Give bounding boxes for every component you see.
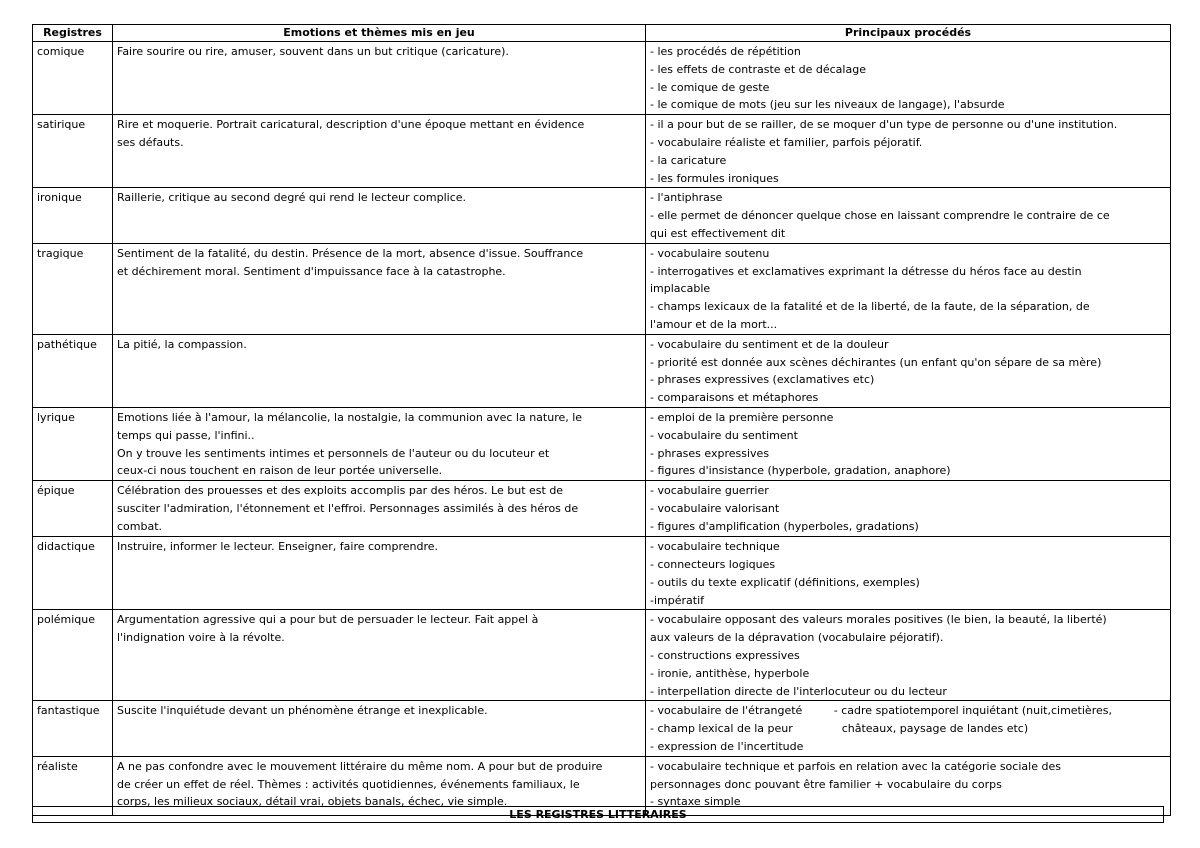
procede-line: - vocabulaire technique et parfois en relation avec la catégorie sociale des [650, 759, 1061, 773]
procede-line: - phrases expressives (exclamatives etc) [650, 373, 875, 387]
emotions-line: Sentiment de la fatalité, du destin. Présence de la mort, absence d'issue. Souffrance [117, 246, 584, 260]
procedes-cell [646, 537, 1171, 610]
procede-line: - comparaisons et métaphores [650, 391, 819, 405]
emotions-line: La pitié, la compassion. [117, 337, 247, 351]
registre-name: tragique [37, 246, 84, 260]
procedes-cell [646, 115, 1171, 188]
emotions-cell [113, 537, 646, 610]
emotions-line: de créer un effet de réel. Thèmes : activités quotidiennes, événements familiaux, le [117, 777, 580, 791]
procede-line: - expression de l'incertitude [650, 739, 804, 753]
emotions-line: Suscite l'inquiétude devant un phénomène étrange et inexplicable. [117, 704, 488, 718]
table-row [33, 42, 1171, 115]
registres-table [32, 24, 1171, 816]
emotions-cell [113, 42, 646, 115]
procede-line: - interpellation directe de l'interlocuteur ou du lecteur [650, 684, 947, 698]
procede-line: - ironie, antithèse, hyperbole [650, 666, 810, 680]
procede-line: - vocabulaire de l'étrangeté - cadre spatiotemporel inquiétant (nuit,cimetières, [650, 704, 1112, 718]
registre-name-cell [33, 115, 113, 188]
registre-name: fantastique [37, 704, 100, 718]
emotions-line: Rire et moquerie. Portrait caricatural, description d'une époque mettant en évidence [117, 118, 585, 132]
emotions-cell [113, 188, 646, 243]
registre-name: lyrique [37, 410, 75, 424]
table-row [33, 701, 1171, 756]
procedes-cell [646, 610, 1171, 701]
procede-line: - outils du texte explicatif (définitions, exemples) [650, 575, 920, 589]
procede-line: - connecteurs logiques [650, 557, 776, 571]
procede-line: personnages donc pouvant être familier + vocabulaire du corps [650, 777, 1002, 791]
procedes-cell [646, 481, 1171, 537]
procede-line: - il a pour but de se railler, de se moquer d'un type de personne ou d'une institution. [650, 118, 1118, 132]
registre-name: épique [37, 484, 75, 498]
procedes-cell [646, 243, 1171, 334]
registre-name-cell [33, 42, 113, 115]
emotions-line: Raillerie, critique au second degré qui rend le lecteur complice. [117, 191, 467, 205]
procede-line: - priorité est donnée aux scènes déchirantes (un enfant qu'on sépare de sa mère) [650, 355, 1102, 369]
emotions-cell [113, 701, 646, 756]
table-row [33, 334, 1171, 407]
procede-line: - vocabulaire réaliste et familier, parfois péjoratif. [650, 135, 923, 149]
registre-name: pathétique [37, 337, 97, 351]
document-caption: LES REGISTRES LITTERAIRES [32, 806, 1164, 823]
emotions-line: l'indignation voire à la révolte. [117, 631, 285, 645]
table-row [33, 537, 1171, 610]
emotions-line: temps qui passe, l'infini.. [117, 428, 255, 442]
emotions-line: A ne pas confondre avec le mouvement littéraire du même nom. A pour but de produire [117, 759, 603, 773]
procede-line: - le comique de mots (jeu sur les niveaux de langage), l'absurde [650, 98, 1005, 112]
registre-name: satirique [37, 118, 86, 132]
procedes-cell [646, 334, 1171, 407]
table-row [33, 481, 1171, 537]
header-registres: Registres [33, 25, 113, 42]
registre-name-cell [33, 610, 113, 701]
registre-name-cell [33, 243, 113, 334]
emotions-line: Faire sourire ou rire, amuser, souvent dans un but critique (caricature). [117, 45, 509, 58]
emotions-cell [113, 243, 646, 334]
emotions-cell [113, 334, 646, 407]
emotions-cell [113, 610, 646, 701]
procede-line: l'amour et de la mort... [650, 317, 778, 331]
registres-document [32, 24, 1171, 816]
table-row [33, 407, 1171, 480]
emotions-cell [113, 481, 646, 537]
registre-name: polémique [37, 613, 96, 627]
procedes-cell [646, 701, 1171, 756]
procedes-cell [646, 407, 1171, 480]
procedes-cell [646, 188, 1171, 243]
registre-name: comique [37, 45, 85, 58]
procede-line: - vocabulaire du sentiment [650, 428, 798, 442]
procede-line: - vocabulaire du sentiment et de la douleur [650, 337, 889, 351]
emotions-line: Emotions liée à l'amour, la mélancolie, la nostalgie, la communion avec la nature, le [117, 410, 583, 424]
registre-name-cell [33, 481, 113, 537]
emotions-line: ceux-ci nous touchent en raison de leur portée universelle. [117, 464, 443, 478]
emotions-cell [113, 115, 646, 188]
procede-line: - les formules ironiques [650, 171, 779, 185]
procede-line: - vocabulaire technique [650, 540, 780, 554]
table-header-row [33, 25, 1171, 42]
procede-line: - les procédés de répétition [650, 45, 801, 58]
procede-line: - champs lexicaux de la fatalité et de la liberté, de la faute, de la séparation, de [650, 300, 1090, 314]
emotions-line: combat. [117, 519, 163, 533]
emotions-line: ses défauts. [117, 135, 184, 149]
procede-line: - interrogatives et exclamatives exprimant la détresse du héros face au destin [650, 264, 1082, 278]
procede-line: - l'antiphrase [650, 191, 723, 205]
procede-line: - la caricature [650, 153, 727, 167]
emotions-line: et déchirement moral. Sentiment d'impuissance face à la catastrophe. [117, 264, 506, 278]
procede-line: - vocabulaire guerrier [650, 484, 769, 498]
emotions-line: corps, les milieux sociaux, détail vrai, objets banals, échec, vie simple. [117, 795, 508, 809]
table-row [33, 188, 1171, 243]
registre-name: réaliste [37, 759, 78, 773]
procede-line: - le comique de geste [650, 80, 770, 94]
registre-name-cell [33, 701, 113, 756]
procede-line: - vocabulaire soutenu [650, 246, 770, 260]
procede-line: - syntaxe simple [650, 795, 741, 809]
emotions-line: Célébration des prouesses et des exploits accomplis par des héros. Le but est de [117, 484, 564, 498]
procede-line: aux valeurs de la dépravation (vocabulaire péjoratif). [650, 631, 944, 645]
procede-line: - figures d'amplification (hyperboles, gradations) [650, 519, 919, 533]
emotions-line: susciter l'admiration, l'étonnement et l'effroi. Personnages assimilés à des héros de [117, 501, 579, 515]
registre-name-cell [33, 537, 113, 610]
procede-line: - phrases expressives [650, 446, 770, 460]
procede-line: - les effets de contraste et de décalage [650, 62, 866, 76]
procede-line: - figures d'insistance (hyperbole, gradation, anaphore) [650, 464, 951, 478]
registre-name-cell [33, 334, 113, 407]
procede-line: implacable [650, 282, 711, 296]
table-body [33, 42, 1171, 816]
header-emotions: Emotions et thèmes mis en jeu [113, 25, 646, 42]
procede-line: - champ lexical de la peur châteaux, paysage de landes etc) [650, 722, 1029, 736]
registre-name-cell [33, 188, 113, 243]
procede-line: - emploi de la première personne [650, 410, 834, 424]
emotions-line: Argumentation agressive qui a pour but de persuader le lecteur. Fait appel à [117, 613, 539, 627]
procede-line: - elle permet de dénoncer quelque chose en laissant comprendre le contraire de ce [650, 209, 1110, 223]
header-procedes: Principaux procédés [646, 25, 1171, 42]
table-row [33, 243, 1171, 334]
table-row [33, 610, 1171, 701]
emotions-line: Instruire, informer le lecteur. Enseigner, faire comprendre. [117, 540, 439, 554]
procede-line: -impératif [650, 593, 704, 607]
registre-name-cell [33, 407, 113, 480]
registre-name: ironique [37, 191, 82, 205]
procede-line: - vocabulaire valorisant [650, 501, 780, 515]
procedes-cell [646, 42, 1171, 115]
procede-line: - vocabulaire opposant des valeurs morales positives (le bien, la beauté, la liberté) [650, 613, 1107, 627]
procede-line: - constructions expressives [650, 648, 800, 662]
registre-name: didactique [37, 540, 95, 554]
procede-line: qui est effectivement dit [650, 226, 786, 240]
table-row [33, 115, 1171, 188]
emotions-cell [113, 407, 646, 480]
emotions-line: On y trouve les sentiments intimes et personnels de l'auteur ou du locuteur et [117, 446, 550, 460]
